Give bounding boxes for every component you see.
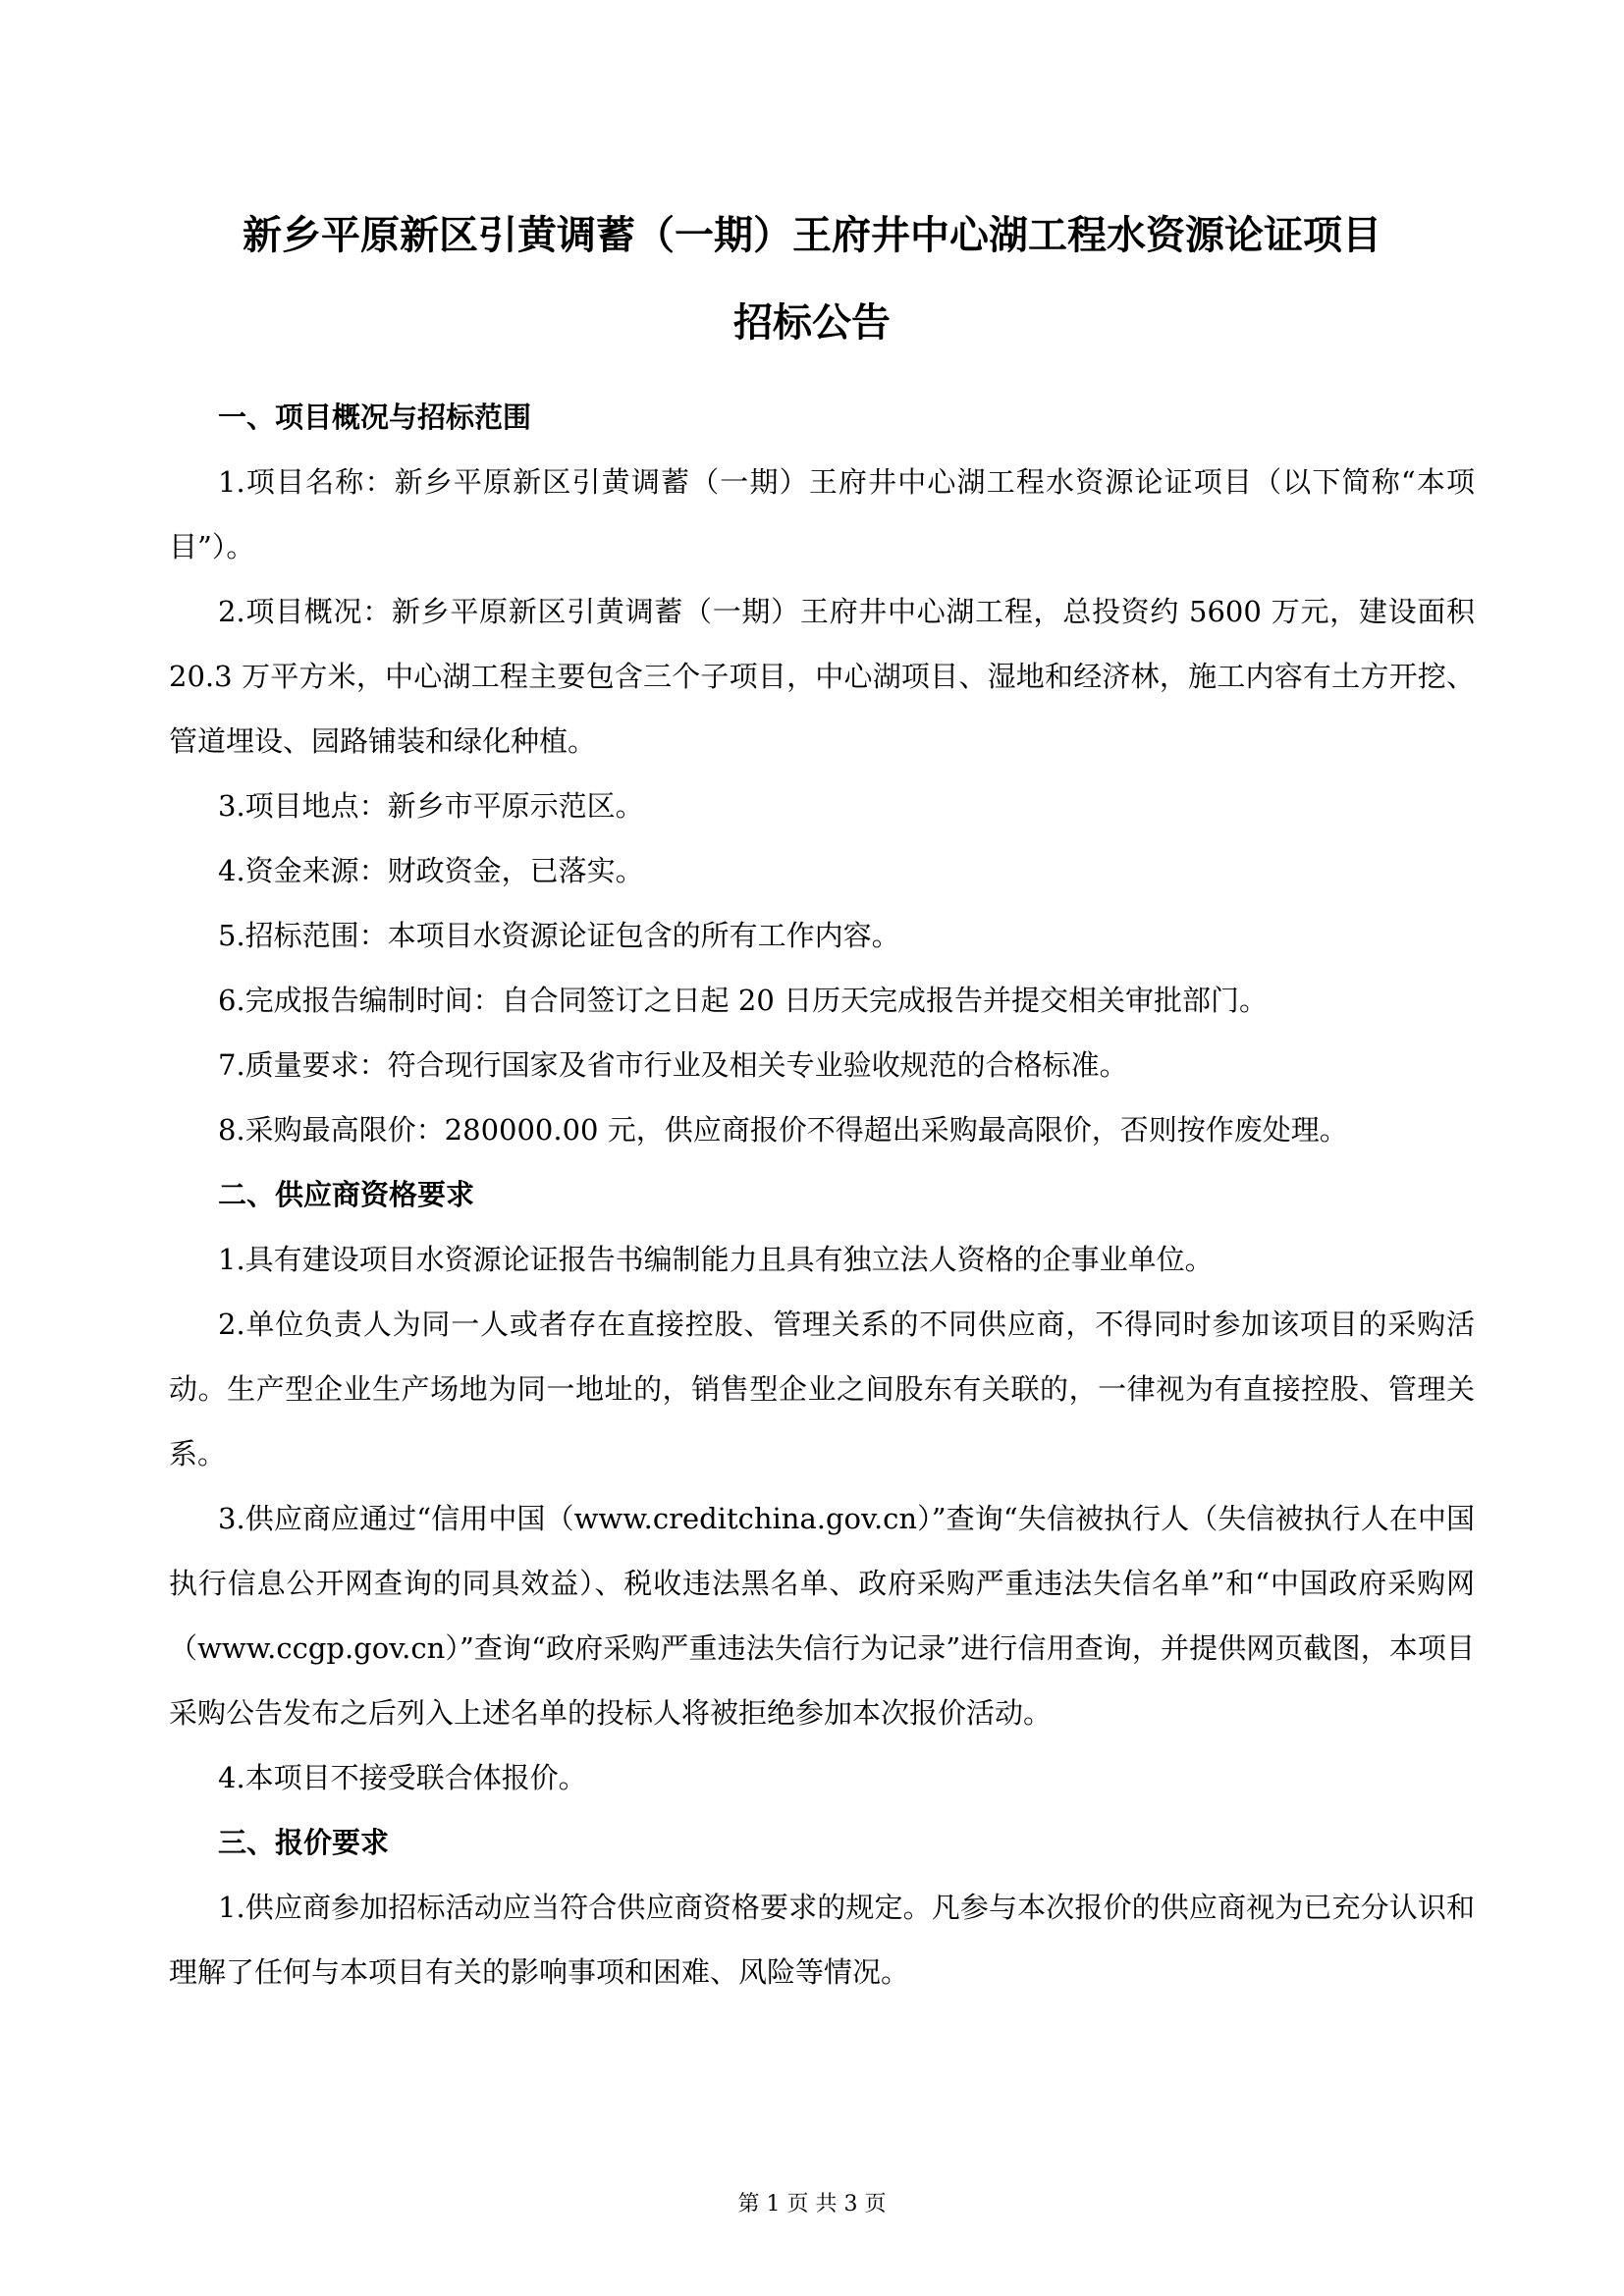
paragraph: 6.完成报告编制时间：自合同签订之日起 20 日历天完成报告并提交相关审批部门。 xyxy=(218,984,1269,1017)
paragraph: 1.具有建设项目水资源论证报告书编制能力且具有独立法人资格的企事业单位。 xyxy=(218,1243,1214,1276)
paragraph: 1.供应商参加招标活动应当符合供应商资格要求的规定。凡参与本次报价的供应商视为已充分认识和理解了任何与本项目有关的影响事项和困难、风险等情况。 xyxy=(169,1891,1475,1989)
paragraph: 4.本项目不接受联合体报价。 xyxy=(218,1761,587,1794)
paragraph: 3.供应商应通过“信用中国（www.creditchina.gov.cn）”查询“失信被执行人（失信被执行人在中国执行信息公开网查询的同具效益）、税收违法黑名单、政府采购严重违法失信名单”和“中国政府采购网（www.ccgp.gov.cn）”查询“政府采购严重违法失信行为记录”进行信用查询，并提供网页截图，本项目采购公告发布之后列入上述名单的投标人将被拒绝参加本次报价活动。 xyxy=(169,1502,1475,1730)
document-body xyxy=(169,385,1475,2004)
section-heading: 一、项目概况与招标范围 xyxy=(218,400,532,434)
paragraph: 4.资金来源：财政资金，已落实。 xyxy=(218,854,644,887)
page-number-footer: 第 1 页 共 3 页 xyxy=(737,2192,887,2216)
paragraph: 3.项目地点：新乡市平原示范区。 xyxy=(218,789,644,823)
paragraph: 7.质量要求：符合现行国家及省市行业及相关专业验收规范的合格标准。 xyxy=(218,1048,1128,1082)
paragraph: 2.单位负责人为同一人或者存在直接控股、管理关系的不同供应商，不得同时参加该项目的采购活动。生产型企业生产场地为同一地址的，销售型企业之间股东有关联的，一律视为有直接控股、管理关系。 xyxy=(169,1308,1475,1470)
paragraph: 8.采购最高限价：280000.00 元，供应商报价不得超出采购最高限价，否则按作废处理。 xyxy=(218,1113,1348,1147)
paragraph: 5.招标范围：本项目水资源论证包含的所有工作内容。 xyxy=(218,919,900,952)
section-heading: 二、供应商资格要求 xyxy=(218,1178,475,1211)
paragraph: 1.项目名称：新乡平原新区引黄调蓄（一期）王府井中心湖工程水资源论证项目（以下简称“本项目”）。 xyxy=(169,465,1475,563)
document-subtitle: 招标公告 xyxy=(733,300,891,346)
paragraph: 2.项目概况：新乡平原新区引黄调蓄（一期）王府井中心湖工程，总投资约 5600 万元，建设面积 20.3 万平方米，中心湖工程主要包含三个子项目，中心湖项目、湿地和经济林，施工内容有土方开挖、管道埋设、园路铺装和绿化种植。 xyxy=(169,595,1475,758)
document-title: 新乡平原新区引黄调蓄（一期）王府井中心湖工程水资源论证项目 xyxy=(243,213,1381,258)
section-heading: 三、报价要求 xyxy=(218,1826,390,1859)
